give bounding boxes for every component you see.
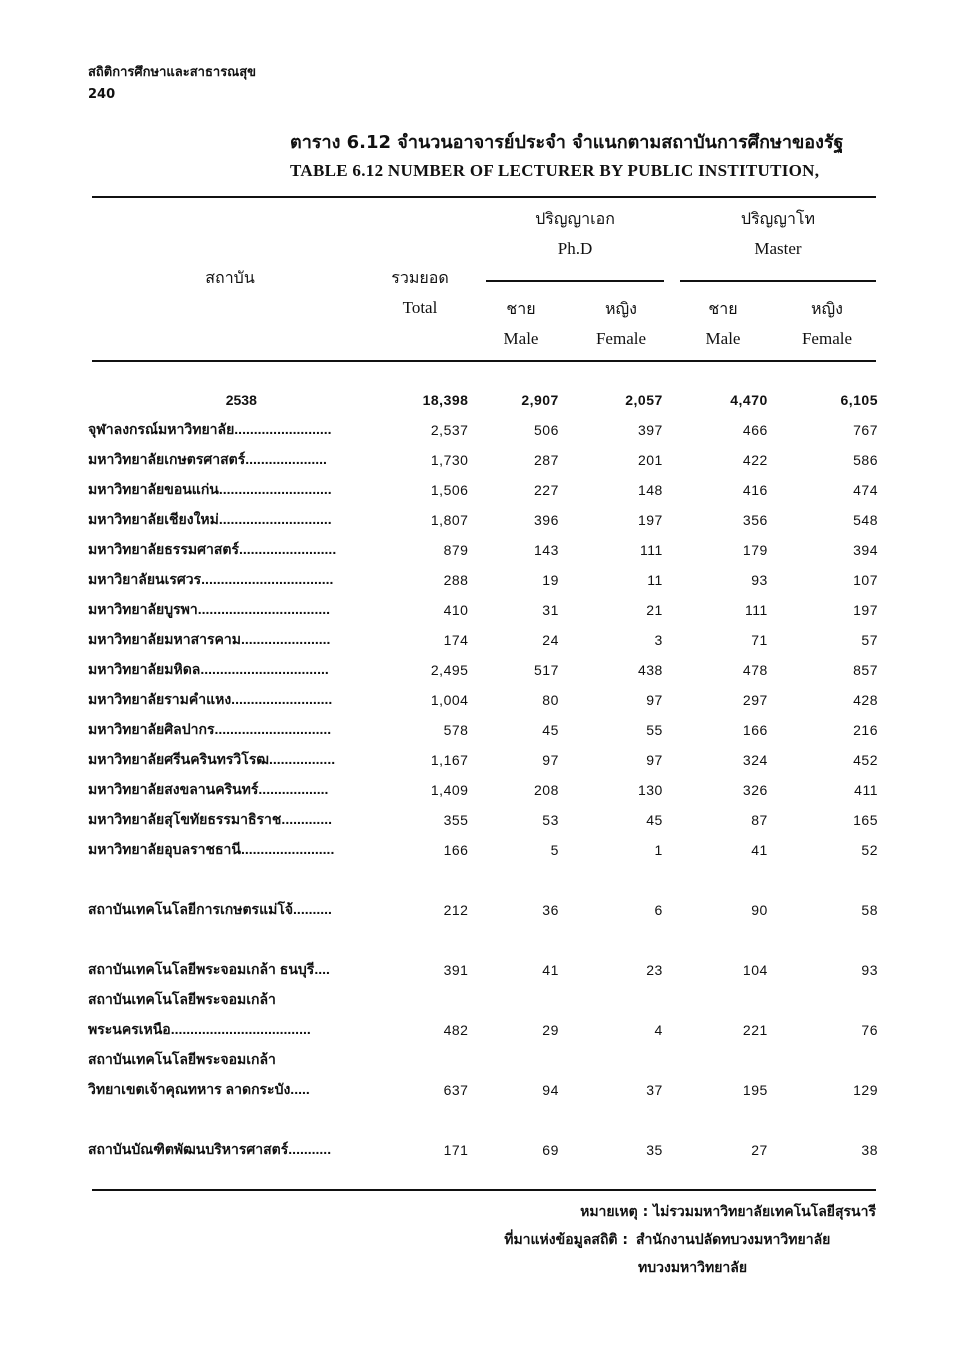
cell-total: 482 [443,1022,469,1038]
cell-master-male: 297 [742,692,768,708]
cell-phd-male: 36 [542,902,559,918]
footnotes [480,1198,876,1282]
cell-master-female: 107 [853,572,878,588]
master-subrule [680,280,876,282]
phd-header: ปริญญาเอก Ph.D [535,209,615,258]
institution-name: มหาวิยาลัยนเรศวร.................................. [88,571,334,587]
cell-phd-male: 2,907 [521,392,559,408]
cell-master-male: 416 [742,482,768,498]
cell-total: 1,004 [430,692,469,708]
cell-master-male: 71 [751,632,768,648]
cell-phd-female: 130 [637,782,663,798]
institution-name: มหาวิทยาลัยบูรพา.................................. [88,601,330,617]
source-label: ที่มาแห่งข้อมูลสถิติ : [504,1232,628,1248]
master-header: ปริญญาโท Master [740,209,816,258]
institution-name-line1: สถาบันเทคโนโลยีพระจอมเกล้า [88,1051,276,1067]
cell-master-female: 6,105 [840,392,878,408]
running-head [88,62,256,106]
institution-name-line1: สถาบันเทคโนโลยีพระจอมเกล้า [88,991,276,1007]
cell-master-female: 197 [853,602,878,618]
cell-phd-male: 287 [534,452,559,468]
cell-phd-male: 29 [542,1022,559,1038]
title-english: TABLE 6.12 NUMBER OF LECTURER BY PUBLIC INSTITUTION, [290,161,820,180]
phd-subrule [486,280,664,282]
cell-total: 174 [443,632,469,648]
table-row [88,715,878,745]
page-number: 240 [88,87,116,102]
cell-phd-male: 227 [534,482,559,498]
cell-master-male: 104 [742,962,768,978]
institution-name: มหาวิทยาลัยเชียงใหม่............................. [88,511,332,527]
lecturer-table [88,385,878,1165]
table-row [88,835,878,865]
table-row [88,535,878,565]
cell-phd-female: 2,057 [625,392,663,408]
cell-master-female: 52 [861,842,878,858]
institution-name: วิทยาเขตเจ้าคุณทหาร ลาดกระบัง..... [88,1081,310,1097]
bottom-rule [92,1189,876,1191]
cell-phd-female: 23 [646,962,663,978]
institution-header: สถาบัน [205,268,255,287]
cell-phd-male: 53 [542,812,559,828]
cell-master-female: 129 [853,1082,878,1098]
cell-master-female: 586 [853,452,878,468]
table-row [88,475,878,505]
cell-phd-male: 208 [534,782,559,798]
cell-master-female: 57 [861,632,878,648]
cell-total: 1,506 [430,482,469,498]
cell-master-male: 356 [742,512,768,528]
cell-master-female: 452 [853,752,878,768]
institution-name: สถาบันเทคโนโลยีพระจอมเกล้า ธนบุรี.... [88,961,330,977]
top-rule [92,196,876,198]
cell-master-male: 87 [751,812,768,828]
cell-phd-male: 143 [534,542,559,558]
cell-total: 288 [443,572,469,588]
table-row [88,505,878,535]
source-line1: สำนักงานปลัดทบวงมหาวิทยาลัย [636,1232,831,1248]
master-male-header: ชาย Male [705,299,741,348]
master-female-header: หญิง Female [801,299,853,348]
source-note [480,1226,876,1254]
table-row [88,1075,878,1105]
cell-phd-male: 94 [542,1082,559,1098]
table-row [88,1135,878,1165]
cell-master-female: 394 [853,542,878,558]
remark-note: หมายเหตุ : ไม่รวมมหาวิทยาลัยเทคโนโลยีสุรนารี [580,1204,876,1220]
total-header: รวมยอด Total [391,268,449,317]
table-row-continued [88,985,878,1015]
cell-master-female: 76 [861,1022,878,1038]
cell-phd-female: 97 [646,752,663,768]
table-row [88,745,878,775]
cell-phd-female: 111 [640,542,663,558]
year-total-row [88,385,878,415]
institution-name: มหาวิทยาลัยรามคำแหง.......................... [88,691,333,707]
cell-phd-female: 397 [637,422,663,438]
year-label: 2538 [225,392,257,408]
cell-phd-male: 45 [542,722,559,738]
institution-name: มหาวิทยาลัยมหาสารคาม....................... [88,631,331,647]
cell-total: 18,398 [422,392,469,408]
cell-master-male: 179 [742,542,768,558]
cell-phd-male: 5 [550,842,559,858]
cell-master-male: 466 [742,422,768,438]
cell-total: 2,537 [430,422,469,438]
cell-master-male: 478 [742,662,768,678]
cell-master-female: 165 [853,812,878,828]
table-row [88,805,878,835]
cell-master-male: 195 [742,1082,768,1098]
cell-total: 166 [443,842,469,858]
institution-name: สถาบันเทคโนโลยีการเกษตรแม่โจ้.......... [88,901,332,917]
cell-master-male: 422 [742,452,768,468]
cell-master-female: 38 [861,1142,878,1158]
table-row [88,595,878,625]
institution-name: มหาวิทยาลัยศิลปากร.............................. [88,721,332,737]
cell-phd-female: 1 [654,842,663,858]
table-row-continued [88,1045,878,1075]
cell-total: 1,167 [430,752,469,768]
cell-phd-female: 148 [637,482,663,498]
cell-phd-female: 45 [646,812,663,828]
institution-name: มหาวิทยาลัยศรีนครินทรวิโรฒ................. [88,751,336,767]
cell-phd-male: 24 [542,632,559,648]
table-title [290,128,910,184]
cell-master-female: 767 [853,422,878,438]
cell-master-female: 428 [853,692,878,708]
cell-phd-male: 517 [534,662,559,678]
cell-master-male: 27 [751,1142,768,1158]
cell-total: 1,807 [430,512,469,528]
cell-phd-male: 41 [542,962,559,978]
institution-name: สถาบันบัณฑิตพัฒนบริหารศาสตร์........... [88,1141,332,1157]
cell-phd-female: 197 [637,512,663,528]
institution-name: มหาวิทยาลัยธรรมศาสตร์......................... [88,541,337,557]
cell-master-male: 166 [742,722,768,738]
table-row [88,565,878,595]
table-row [88,655,878,685]
cell-total: 1,730 [430,452,469,468]
cell-master-female: 857 [853,662,878,678]
table-row [88,955,878,985]
title-thai: ตาราง 6.12 จำนวนอาจารย์ประจำ จำแนกตามสถาบันการศึกษาของรัฐ [290,132,844,153]
cell-master-male: 324 [742,752,768,768]
cell-phd-male: 97 [542,752,559,768]
cell-total: 410 [443,602,469,618]
cell-master-female: 411 [854,782,878,798]
table-row [88,1015,878,1045]
cell-total: 391 [443,962,469,978]
table-row [88,895,878,925]
cell-phd-male: 506 [534,422,559,438]
cell-phd-female: 6 [654,902,663,918]
cell-master-male: 93 [751,572,768,588]
cell-phd-female: 3 [654,632,663,648]
cell-total: 578 [443,722,469,738]
cell-phd-male: 19 [542,572,559,588]
cell-phd-female: 21 [646,602,663,618]
institution-name: มหาวิทยาลัยสุโขทัยธรรมาธิราช............. [88,811,332,827]
institution-name: มหาวิทยาลัยมหิดล................................. [88,661,329,677]
cell-phd-female: 4 [654,1022,663,1038]
cell-phd-male: 31 [542,602,559,618]
cell-total: 879 [443,542,469,558]
book-title: สถิติการศึกษาและสาธารณสุข [88,65,257,80]
cell-master-female: 58 [861,902,878,918]
phd-male-header: ชาย Male [503,299,539,348]
cell-phd-female: 201 [637,452,663,468]
institution-name: มหาวิทยาลัยเกษตรศาสตร์..................... [88,451,327,467]
cell-master-male: 41 [751,842,768,858]
cell-total: 171 [443,1142,469,1158]
cell-phd-female: 55 [646,722,663,738]
table-row [88,415,878,445]
table-row [88,775,878,805]
table-row [88,445,878,475]
cell-total: 212 [443,902,469,918]
cell-phd-male: 69 [542,1142,559,1158]
cell-master-male: 111 [745,602,768,618]
cell-master-female: 548 [853,512,878,528]
cell-master-female: 93 [861,962,878,978]
table-row [88,685,878,715]
phd-female-header: หญิง Female [595,299,647,348]
cell-master-female: 216 [853,722,878,738]
cell-phd-female: 97 [646,692,663,708]
institution-name: พระนครเหนือ.................................... [88,1021,311,1037]
cell-phd-female: 438 [637,662,663,678]
cell-master-male: 221 [742,1022,768,1038]
header-rule [92,360,876,362]
institution-name: มหาวิทยาลัยอุบลราชธานี........................ [88,841,335,857]
cell-phd-male: 80 [542,692,559,708]
cell-master-male: 4,470 [730,392,768,408]
cell-phd-male: 396 [534,512,559,528]
cell-master-male: 90 [751,902,768,918]
cell-total: 1,409 [430,782,469,798]
institution-name: จุฬาลงกรณ์มหาวิทยาลัย......................... [88,421,332,437]
cell-master-female: 474 [853,482,878,498]
cell-total: 2,495 [430,662,469,678]
cell-phd-female: 11 [647,572,663,588]
cell-master-male: 326 [742,782,768,798]
cell-total: 355 [443,812,469,828]
institution-name: มหาวิทยาลัยสงขลานครินทร์.................. [88,781,329,797]
cell-phd-female: 37 [646,1082,663,1098]
table-row [88,625,878,655]
cell-phd-female: 35 [646,1142,663,1158]
cell-total: 637 [443,1082,469,1098]
source-line2: ทบวงมหาวิทยาลัย [638,1260,748,1276]
institution-name: มหาวิทยาลัยขอนแก่น............................. [88,481,332,497]
